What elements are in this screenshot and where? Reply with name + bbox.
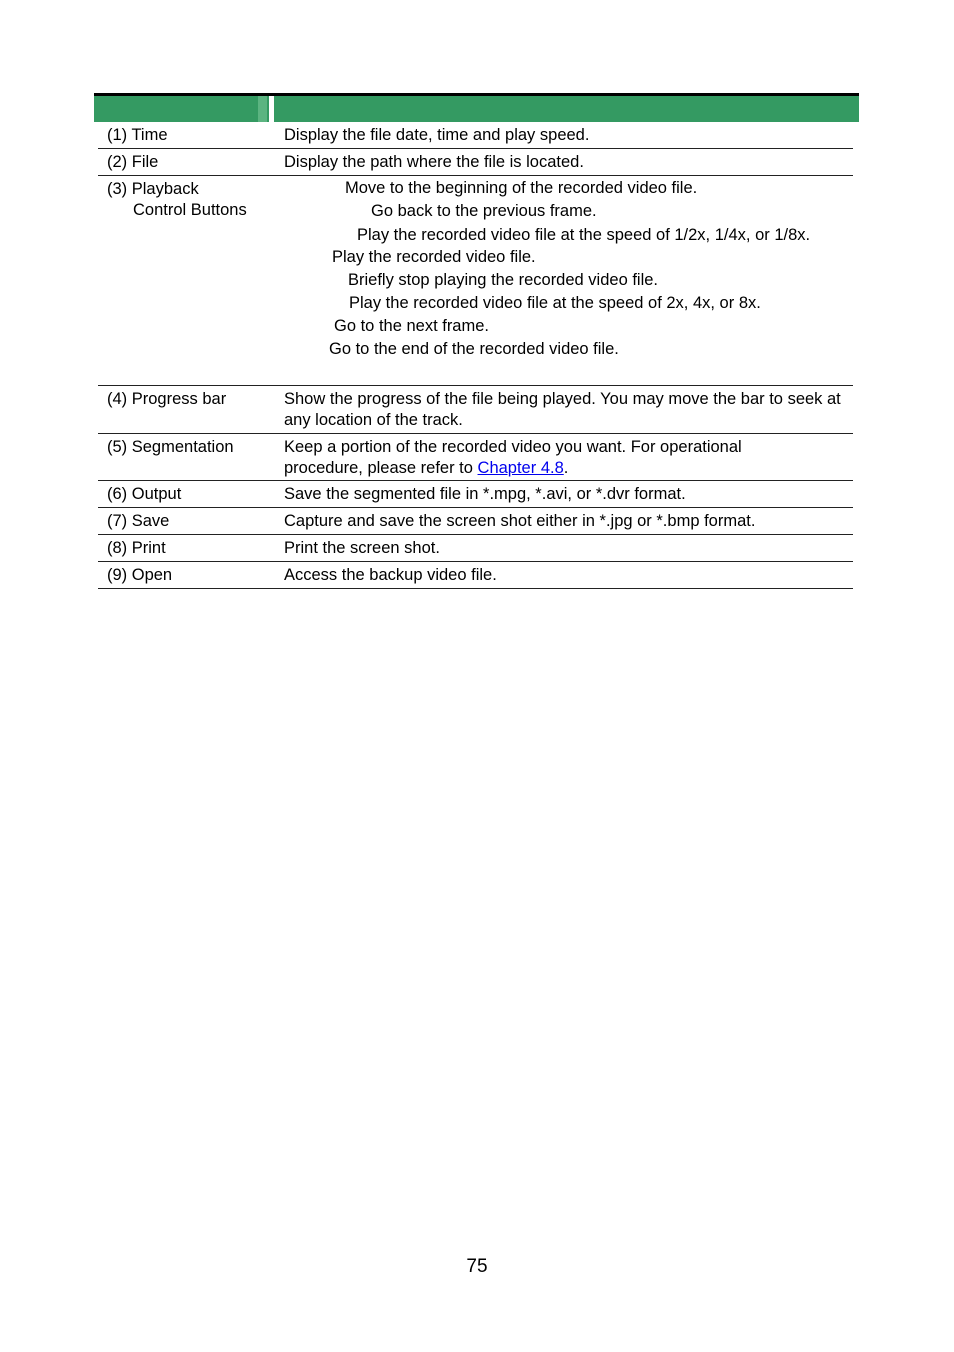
playback-button-list: [284, 176, 841, 361]
row-label-line2: Control Buttons: [133, 201, 247, 219]
row-label-line1: (3) Playback: [107, 180, 199, 198]
header-divider: [258, 96, 267, 122]
table-row-output: [98, 481, 853, 508]
table-row-playback: [98, 176, 853, 386]
list-item-play: Play the recorded video file.: [332, 248, 536, 266]
list-item-slow-play: Play the recorded video file at the speed of 1/2x, 1/4x, or 1/8x.: [357, 226, 811, 244]
header-divider-highlight: [269, 96, 274, 122]
description-text: Keep a portion of the recorded video you want. For operational procedure, please refer to: [284, 438, 742, 477]
row-description: Display the path where the file is located.: [284, 153, 584, 171]
table-row-print: [98, 535, 853, 562]
list-item-begin: Move to the beginning of the recorded video file.: [345, 179, 698, 197]
row-description: Capture and save the screen shot either in *.jpg or *.bmp format.: [284, 512, 756, 530]
list-item-next-frame: Go to the next frame.: [334, 317, 489, 335]
row-description: Save the segmented file in *.mpg, *.avi, or *.dvr format.: [284, 485, 686, 503]
row-label: (9) Open: [107, 566, 173, 584]
row-description: Show the progress of the file being played. You may move the bar to seek at any location of the track.: [284, 390, 841, 429]
row-label: (7) Save: [107, 512, 170, 530]
row-description: [284, 434, 804, 479]
list-item-fast-play: Play the recorded video file at the speed of 2x, 4x, or 8x.: [349, 294, 761, 312]
list-item-prev-frame: Go back to the previous frame.: [371, 202, 597, 220]
row-description: Display the file date, time and play speed.: [284, 126, 590, 144]
row-description: Print the screen shot.: [284, 539, 440, 557]
chapter-link[interactable]: Chapter 4.8: [477, 459, 564, 477]
row-label: [107, 179, 247, 221]
row-label: (6) Output: [107, 485, 182, 503]
row-description: Access the backup video file.: [284, 566, 497, 584]
table-row-segmentation: [98, 434, 853, 481]
table-header-bar: [94, 93, 859, 122]
row-label: (8) Print: [107, 539, 166, 557]
table-row-progress-bar: [98, 386, 853, 434]
table-row-open: [98, 562, 853, 589]
function-table: [94, 93, 859, 589]
row-label: (5) Segmentation: [107, 438, 234, 456]
list-item-pause: Briefly stop playing the recorded video file.: [348, 271, 659, 289]
description-end: .: [563, 459, 569, 477]
list-item-end: Go to the end of the recorded video file.: [329, 340, 619, 358]
table-row-time: [98, 122, 853, 149]
table-row-file: [98, 149, 853, 176]
row-label: (2) File: [107, 153, 159, 171]
row-label: (4) Progress bar: [107, 390, 227, 408]
row-label: (1) Time: [107, 126, 168, 144]
table-row-save: [98, 508, 853, 535]
page-number: 75: [466, 1256, 488, 1277]
